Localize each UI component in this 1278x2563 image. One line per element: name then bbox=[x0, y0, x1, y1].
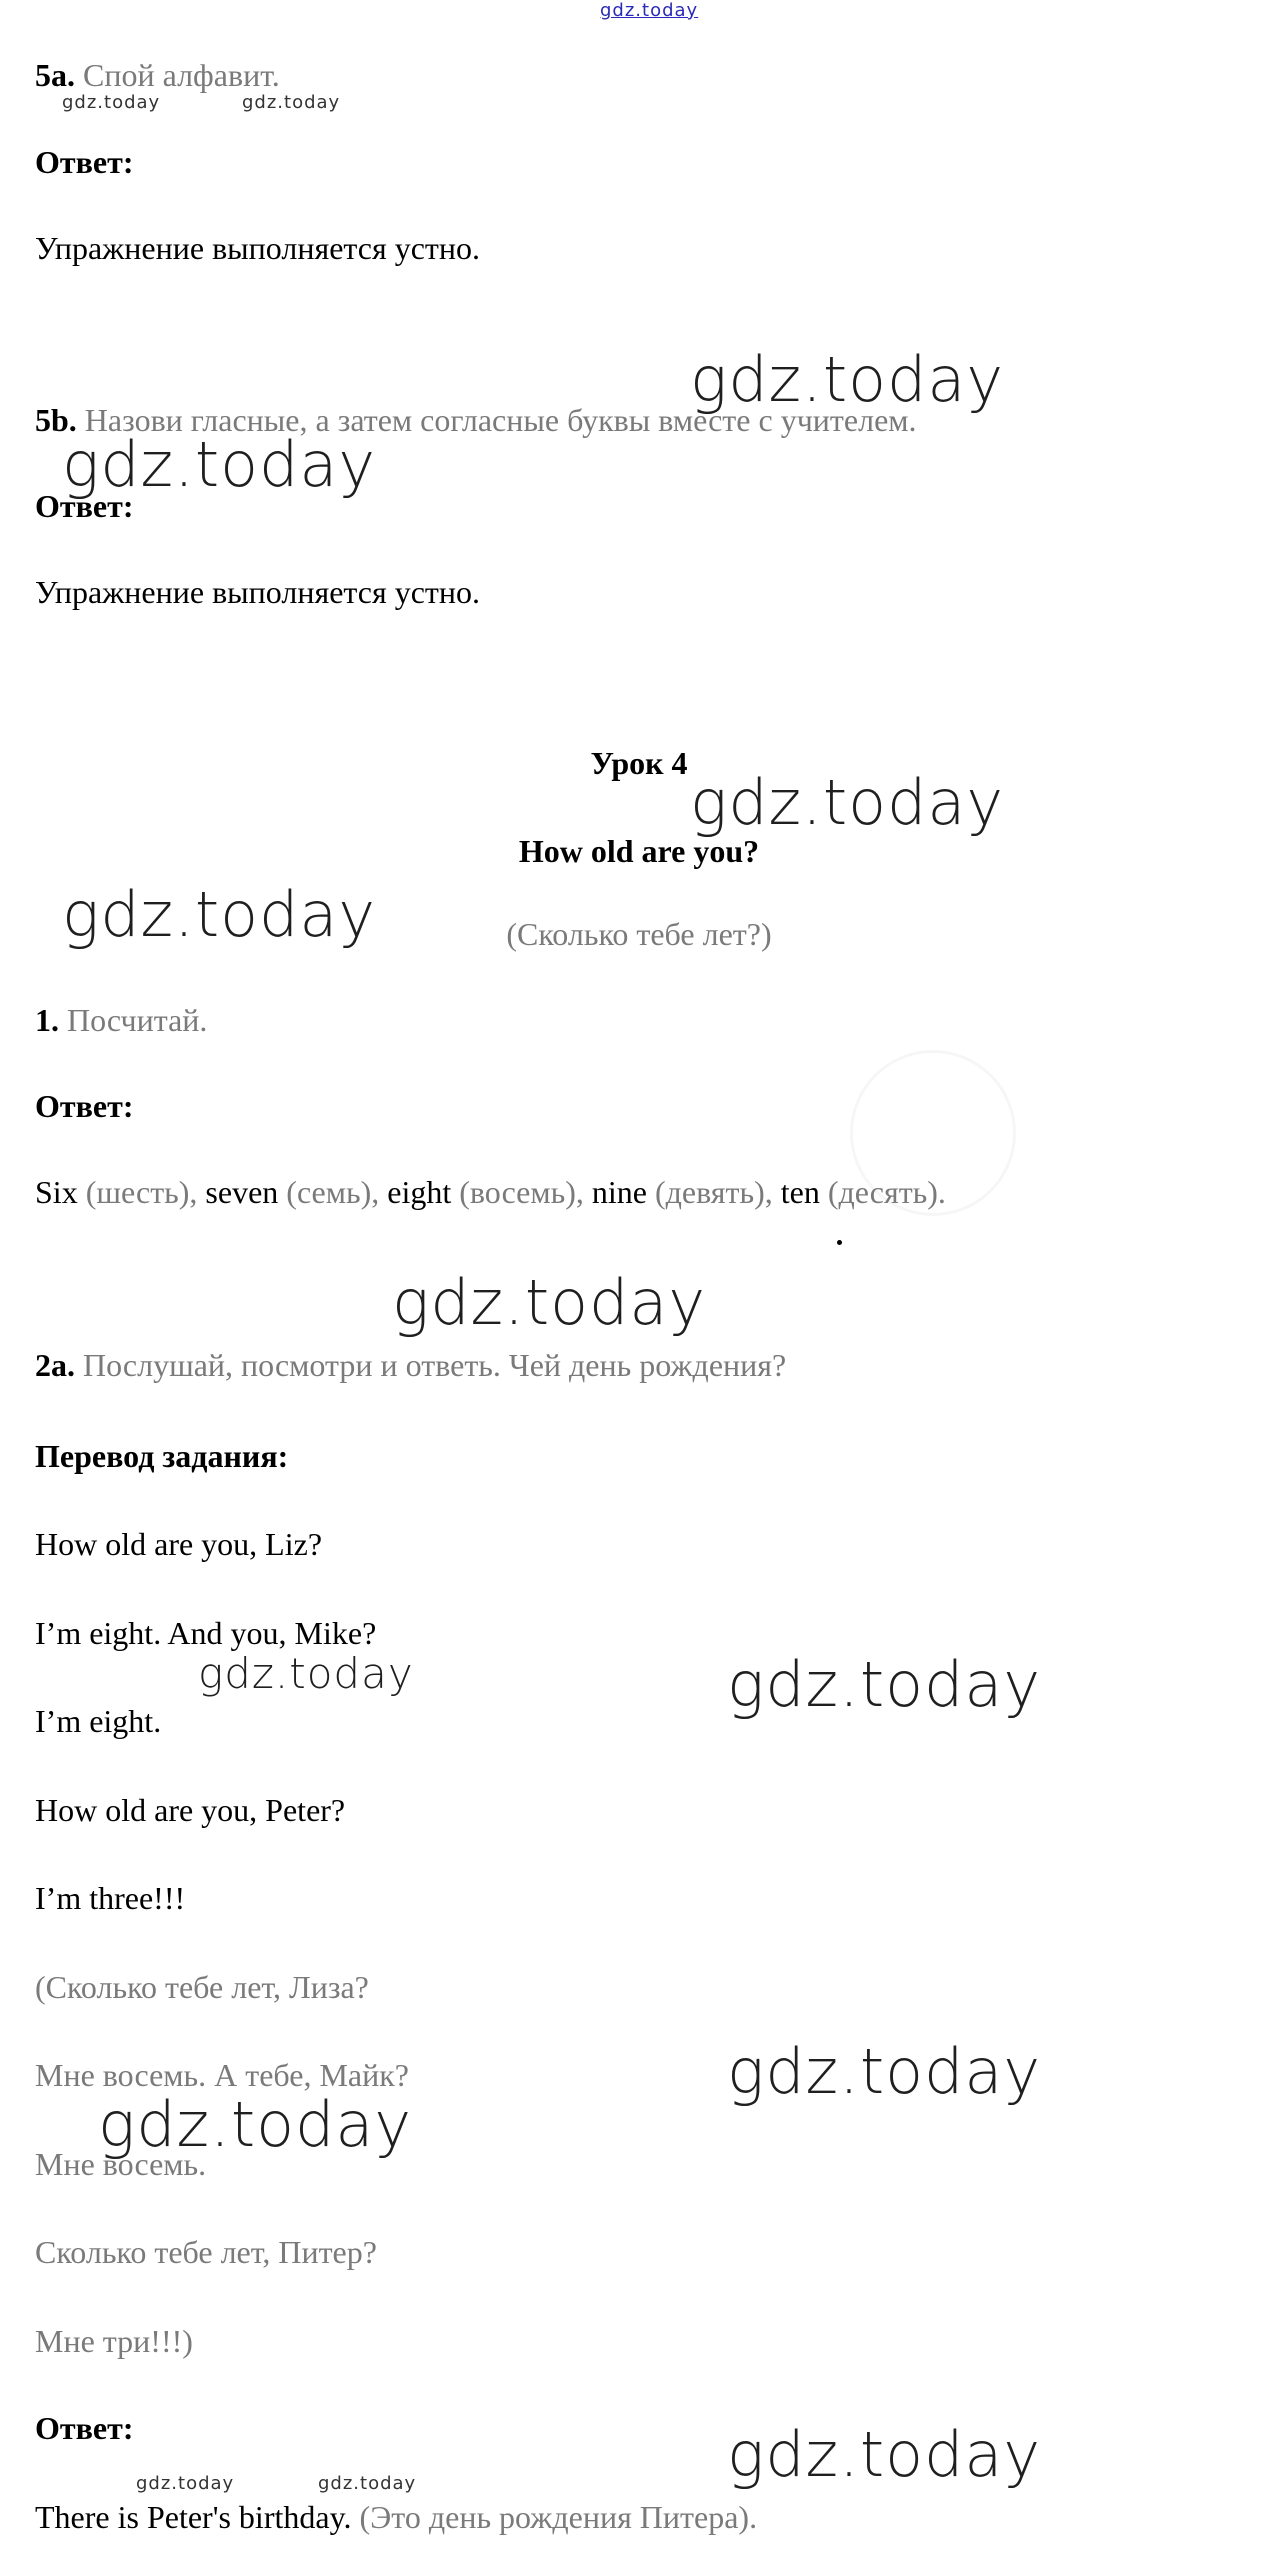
number-translation: (девять), bbox=[646, 1174, 781, 1210]
translation-label: Перевод задания: bbox=[35, 1438, 289, 1474]
exercise-5a-heading bbox=[35, 55, 280, 95]
exercise-task: Посчитай. bbox=[59, 1002, 208, 1038]
watermark-large: gdz.today bbox=[727, 2418, 1042, 2491]
dialogue-line-en: How old are you, Liz? bbox=[35, 1526, 323, 1562]
number-word: seven bbox=[205, 1174, 279, 1210]
number-translation: (шесть), bbox=[77, 1174, 206, 1210]
number-word: nine bbox=[591, 1174, 647, 1210]
exercise-number: 5b. bbox=[35, 402, 77, 438]
watermark-large: gdz.today bbox=[690, 343, 1005, 416]
number-translation: (восемь), bbox=[451, 1174, 592, 1210]
stray-dot bbox=[837, 1240, 842, 1245]
dialogue-line-en: I’m eight. bbox=[35, 1703, 162, 1739]
number-translation: (семь), bbox=[278, 1174, 388, 1210]
exercise-task: Послушай, посмотри и ответь. Чей день рождения? bbox=[75, 1347, 787, 1383]
watermark-large: gdz.today bbox=[690, 766, 1005, 839]
dialogue-line-ru: (Сколько тебе лет, Лиза? bbox=[35, 1969, 369, 2005]
dialogue-line-ru: Мне восемь. А тебе, Майк? bbox=[35, 2057, 409, 2093]
exercise-number: 1. bbox=[35, 1002, 59, 1038]
watermark-small: gdz.today bbox=[62, 92, 161, 113]
watermark-large: gdz.today bbox=[62, 878, 377, 951]
watermark-large: gdz.today bbox=[62, 428, 377, 501]
watermark-top: gdz.today bbox=[600, 0, 699, 21]
watermark-large: gdz.today bbox=[727, 2035, 1042, 2108]
watermark-small: gdz.today bbox=[136, 2473, 235, 2494]
exercise-task: Назови гласные, а затем согласные буквы вместе с учителем. bbox=[76, 402, 917, 438]
lesson-translation: (Сколько тебе лет?) bbox=[506, 916, 772, 952]
watermark-medium: gdz.today bbox=[198, 1649, 414, 1698]
dialogue-line-ru: Мне восемь. bbox=[35, 2146, 207, 2182]
watermark-large: gdz.today bbox=[727, 1648, 1042, 1721]
watermark-large: gdz.today bbox=[392, 1266, 707, 1339]
number-translation: (десять). bbox=[819, 1174, 946, 1210]
answer-label: Ответ: bbox=[35, 488, 134, 524]
watermark-small: gdz.today bbox=[242, 92, 341, 113]
answer-text: Упражнение выполняется устно. bbox=[35, 574, 480, 610]
number-word: eight bbox=[387, 1174, 452, 1210]
lesson-title: Урок 4 bbox=[590, 745, 688, 781]
number-word: ten bbox=[780, 1174, 820, 1210]
exercise-number: 2a. bbox=[35, 1347, 75, 1383]
dialogue-line-en: I’m eight. And you, Mike? bbox=[35, 1615, 377, 1651]
exercise-2a-heading bbox=[35, 1345, 786, 1385]
dialogue-line-en: I’m three!!! bbox=[35, 1880, 186, 1916]
dialogue-line-ru: Мне три!!!) bbox=[35, 2323, 193, 2359]
answer-label: Ответ: bbox=[35, 144, 134, 180]
watermark-small: gdz.today bbox=[318, 2473, 417, 2494]
answer-text: Упражнение выполняется устно. bbox=[35, 230, 480, 266]
answer-label: Ответ: bbox=[35, 2410, 134, 2446]
counting-answer bbox=[35, 1172, 946, 1212]
final-answer bbox=[35, 2497, 757, 2537]
number-word: Six bbox=[35, 1174, 78, 1210]
dialogue-line-en: How old are you, Peter? bbox=[35, 1792, 346, 1828]
watermark-large: gdz.today bbox=[98, 2088, 413, 2161]
lesson-subtitle: How old are you? bbox=[518, 833, 760, 869]
exercise-number: 5a. bbox=[35, 57, 75, 93]
dialogue-line-ru: Сколько тебе лет, Питер? bbox=[35, 2234, 377, 2270]
answer-english: There is Peter's birthday. bbox=[35, 2499, 352, 2535]
exercise-1-heading bbox=[35, 1000, 207, 1040]
answer-russian: (Это день рождения Питера). bbox=[351, 2499, 758, 2535]
exercise-task: Спой алфавит. bbox=[75, 57, 280, 93]
answer-label: Ответ: bbox=[35, 1088, 134, 1124]
